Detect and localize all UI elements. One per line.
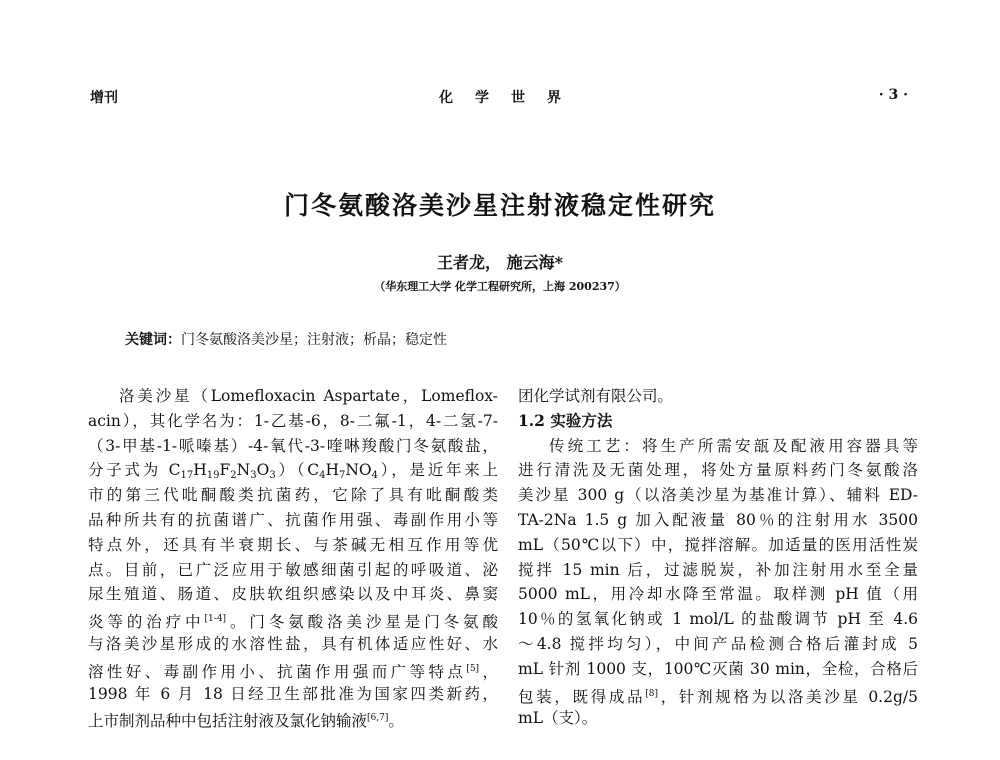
journal-name: 化学世界 [439, 90, 583, 106]
citation-line [88, 706, 498, 731]
citation-ref: [8] [645, 688, 659, 699]
text-run: H [193, 461, 207, 480]
paragraph-line: mL 针剂 1000 支，100℃灭菌 30 min，全检，合格后 [518, 659, 918, 678]
keywords-list: 门冬氨酸洛美沙星；注射液；析晶；稳定性 [181, 332, 447, 348]
paragraph-line: 特点外，还具有半衰期长、与茶碱无相互作用等优 [88, 535, 498, 554]
citation-line [88, 657, 498, 682]
paragraph-line: 10％的氢氧化钠或 1 mol/L 的盐酸调节 pH 至 4.6 [518, 610, 918, 629]
formula-line [88, 458, 498, 483]
text-run: N [236, 461, 251, 480]
text-run: NO [345, 461, 372, 480]
text-run: 上市制剂品种中包括注射液及氯化钠输液 [88, 712, 368, 731]
subscript: 3 [269, 470, 276, 482]
paragraph-line: 美沙星 300 g（以洛美沙星为基准计算）、辅料 ED- [518, 486, 918, 505]
citation-line [88, 607, 498, 632]
subscript: 2 [230, 470, 237, 482]
citation-line [518, 682, 918, 707]
paragraph-line: 1998 年 6 月 18 日经卫生部批准为国家四类新药， [88, 684, 498, 703]
paragraph-line: 品种所共有的抗菌谱广、抗菌作用强、毒副作用小等 [88, 510, 498, 529]
journal-section-label: 增刊 [90, 90, 118, 106]
paragraph-line: 进行清洗及无菌处理，将处方量原料药门冬氨酸洛 [518, 461, 918, 480]
citation-ref: [5] [466, 663, 480, 674]
subscript: 19 [206, 470, 220, 482]
text-run: ， [479, 662, 498, 681]
section-heading: 1.2 实验方法 [518, 410, 613, 430]
paragraph-line: 团化学试剂有限公司。 [518, 387, 674, 405]
paragraph-line: mL（50℃以下）中，搅拌溶解。加适量的医用活性炭 [518, 535, 918, 554]
paragraph-line: （3-甲基-1-哌嗪基）-4-氧代-3-喹啉羧酸门冬氨酸盐， [88, 436, 498, 455]
text-run: ），是近年来上 [378, 461, 498, 480]
text-run: H [325, 461, 339, 480]
text-run: O [256, 461, 270, 480]
paragraph-line: mL（支）。 [518, 709, 598, 728]
paragraph-line: TA-2Na 1.5 g 加入配液量 80％的注射用水 3500 [518, 510, 918, 529]
page-number: · 3 · [878, 87, 908, 103]
subscript: 7 [338, 470, 346, 482]
text-run: 溶性好、毒副作用小、抗菌作用强而广等特点 [88, 662, 467, 681]
text-run: ，针剂规格为以洛美沙星 0.2g/5 [658, 687, 918, 706]
text-run: 包装，既得成品 [518, 687, 646, 706]
article-affiliation: （华东理工大学 化学工程研究所，上海 200237） [374, 280, 626, 293]
paragraph-line: 点。目前，已广泛应用于敏感细菌引起的呼吸道、泌 [88, 560, 498, 579]
article-title: 门冬氨酸洛美沙星注射液稳定性研究 [283, 191, 716, 220]
paragraph-line: 尿生殖道、肠道、皮肤软组织感染以及中耳炎、鼻窦 [88, 585, 498, 604]
paragraph-line: 与洛美沙星形成的水溶性盐，具有机体适应性好、水 [88, 634, 498, 653]
paragraph-line: 洛美沙星（Lomefloxacin Aspartate，Lomeflox- [119, 387, 498, 405]
article-authors: 王者龙， 施云海* [437, 253, 563, 272]
paragraph-line: 传统工艺：将生产所需安瓿及配液用容器具等 [549, 436, 918, 455]
paragraph-line: 搅拌 15 min 后，过滤脱炭，补加注射用水至全量 [518, 560, 918, 579]
text-run: 分子式为 C [88, 461, 181, 480]
text-run: F [219, 461, 231, 480]
keywords-label: 关键词： [125, 332, 181, 348]
subscript: 4 [371, 470, 378, 482]
text-run: ）（C [275, 461, 320, 480]
citation-ref: [6,7] [367, 713, 389, 724]
text-run: 。门冬氨酸洛美沙星是门冬氨酸 [226, 613, 498, 632]
citation-ref: [1-4] [204, 614, 227, 625]
text-run: 炎等的治疗中 [88, 613, 205, 632]
keywords [125, 329, 447, 349]
subscript: 3 [250, 470, 257, 482]
paragraph-line: 5000 mL，用冷却水降至常温。取样测 pH 值（用 [518, 585, 918, 604]
subscript: 17 [180, 470, 194, 482]
left-column [88, 384, 498, 731]
paragraph-line: acin），其化学名为：1-乙基-6，8-二氟-1，4-二氢-7- [88, 411, 498, 430]
paragraph-line: ～4.8 搅拌均匀），中间产品检测合格后灌封成 5 [518, 634, 918, 653]
subscript: 4 [319, 470, 326, 482]
text-run: 。 [388, 712, 404, 731]
paragraph-line: 市的第三代吡酮酸类抗菌药，它除了具有吡酮酸类 [88, 486, 498, 505]
right-column [518, 384, 918, 731]
